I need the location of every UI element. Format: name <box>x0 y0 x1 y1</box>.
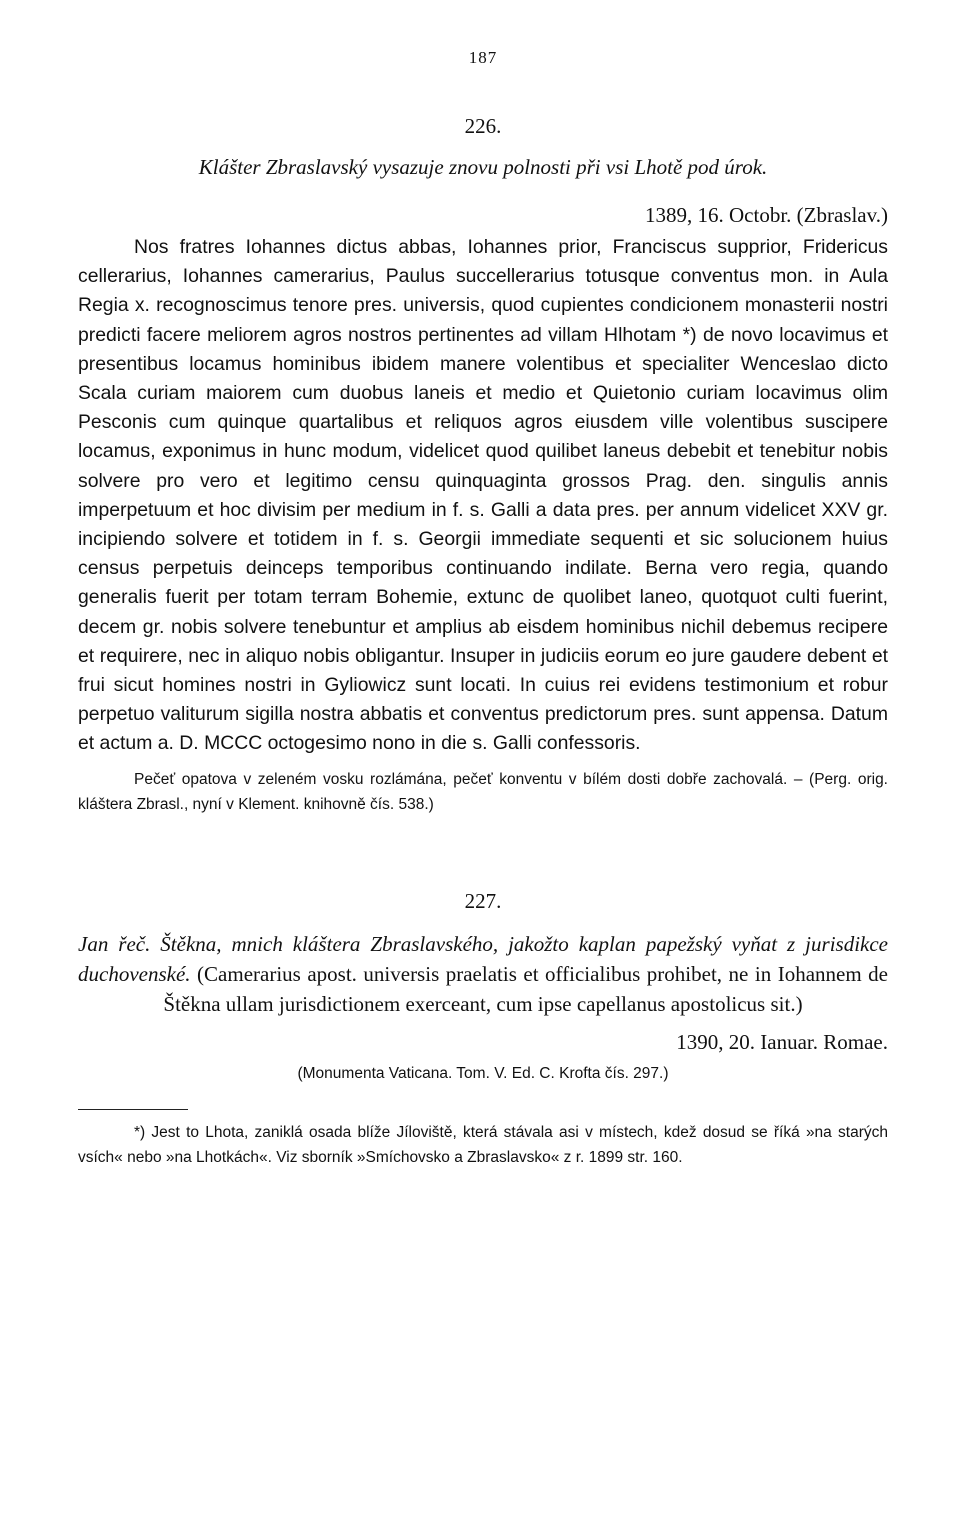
document-number: 226. <box>464 114 502 138</box>
regest-latin: (Camerarius apost. universis praelatis et officialibus prohibet, ne in Iohannem de Štěkna ullam jurisdictionem exerceant, cum ipse capellanus apostolicus sit.) <box>163 961 888 1016</box>
document-number: 227. <box>464 888 502 913</box>
dateline: 1390, 20. Ianuar. Romae. <box>676 1029 888 1054</box>
page-number: 187 <box>468 48 498 67</box>
dateline: 1389, 16. Octobr. (Zbraslav.) <box>645 203 888 227</box>
regest-heading <box>78 929 888 1019</box>
regest-heading: Klášter Zbraslavský vysazuje znovu polnosti při vsi Lhotě pod úrok. <box>198 155 768 179</box>
seal-note: Pečeť opatova v zeleném vosku rozlámána, pečeť konventu v bílém dosti dobře zachovalá. – (Perg. orig. kláštera Zbrasl., nyní v Klement. knihovně čís. 538.) <box>78 770 888 813</box>
document-226 <box>78 114 888 817</box>
footnote: *) Jest to Lhota, zaniklá osada blíže Jíloviště, která stávala asi v místech, kdež dosud se říká »na starých vsích« nebo »na Lhotkách«. Viz sborník »Smíchovsko a Zbraslavsko« z r. 1899 str. 160. <box>78 1123 888 1166</box>
footnote-divider <box>78 1109 188 1110</box>
source-citation: (Monumenta Vaticana. Tom. V. Ed. C. Krofta čís. 297.) <box>297 1064 669 1082</box>
document-227 <box>78 889 888 1083</box>
charter-text: Nos fratres Iohannes dictus abbas, Iohannes prior, Franciscus supprior, Fridericus cellerarius, Iohannes camerarius, Paulus succellerarius totusque conventus mon. in Aula Regia x. recognoscimus tenore pres. universis, quod cupientes condicionem monasterii nostri predicti facere meliorem agros nostros pertinentes ad villam Hlhotam *) de novo locavimus et presentibus locamus hominibus ibidem manere volentibus et specialiter Wenceslao dicto Scala curiam maiorem cum duobus laneis et medio et Quietonio curiam locavimus olim Pesconis cum quinque quartalibus et reliquos agros eiusdem ville volentibus suscipere locamus, exponimus in hunc modum, videlicet quod quilibet laneus debebit et tenebitur nobis solvere pro vero et legitimo censu quinquaginta grossos Prag. den. singulis annis imperpetuum et hoc divisim per medium in f. s. Galli a data pres. per annum videlicet XXV gr. incipiendo solvere et totidem in f. s. Georgii immediate sequenti et sic solucionem huius census perpetuis deinceps temporibus continuando indilate. Berna vero regia, quando generalis fuerit per totam terram Bohemie, extunc de quolibet laneo, quotquot culti fuerint, decem gr. nobis solvere tenebuntur et amplius ab eisdem hominibus nichil debemus recipere et requirere, nec in aliquo nobis obligantur. Insuper in judiciis eorum eo jure gaudere debent et frui sicut homines nostri in Gyliowicz sunt locati. In cuius rei evidens testimonium et robur perpetuo valiturum sigilla nostra abbatis et conventus predictorum pres. sunt appensa. Datum et actum a. D. MCCC octogesimo nono in die s. Galli confessoris. <box>78 236 888 755</box>
regest-czech: Jan řeč. Štěkna, mnich kláštera Zbraslavského, jakožto kaplan papežský vyňat z jurisdikce duchovenské. <box>78 931 888 986</box>
